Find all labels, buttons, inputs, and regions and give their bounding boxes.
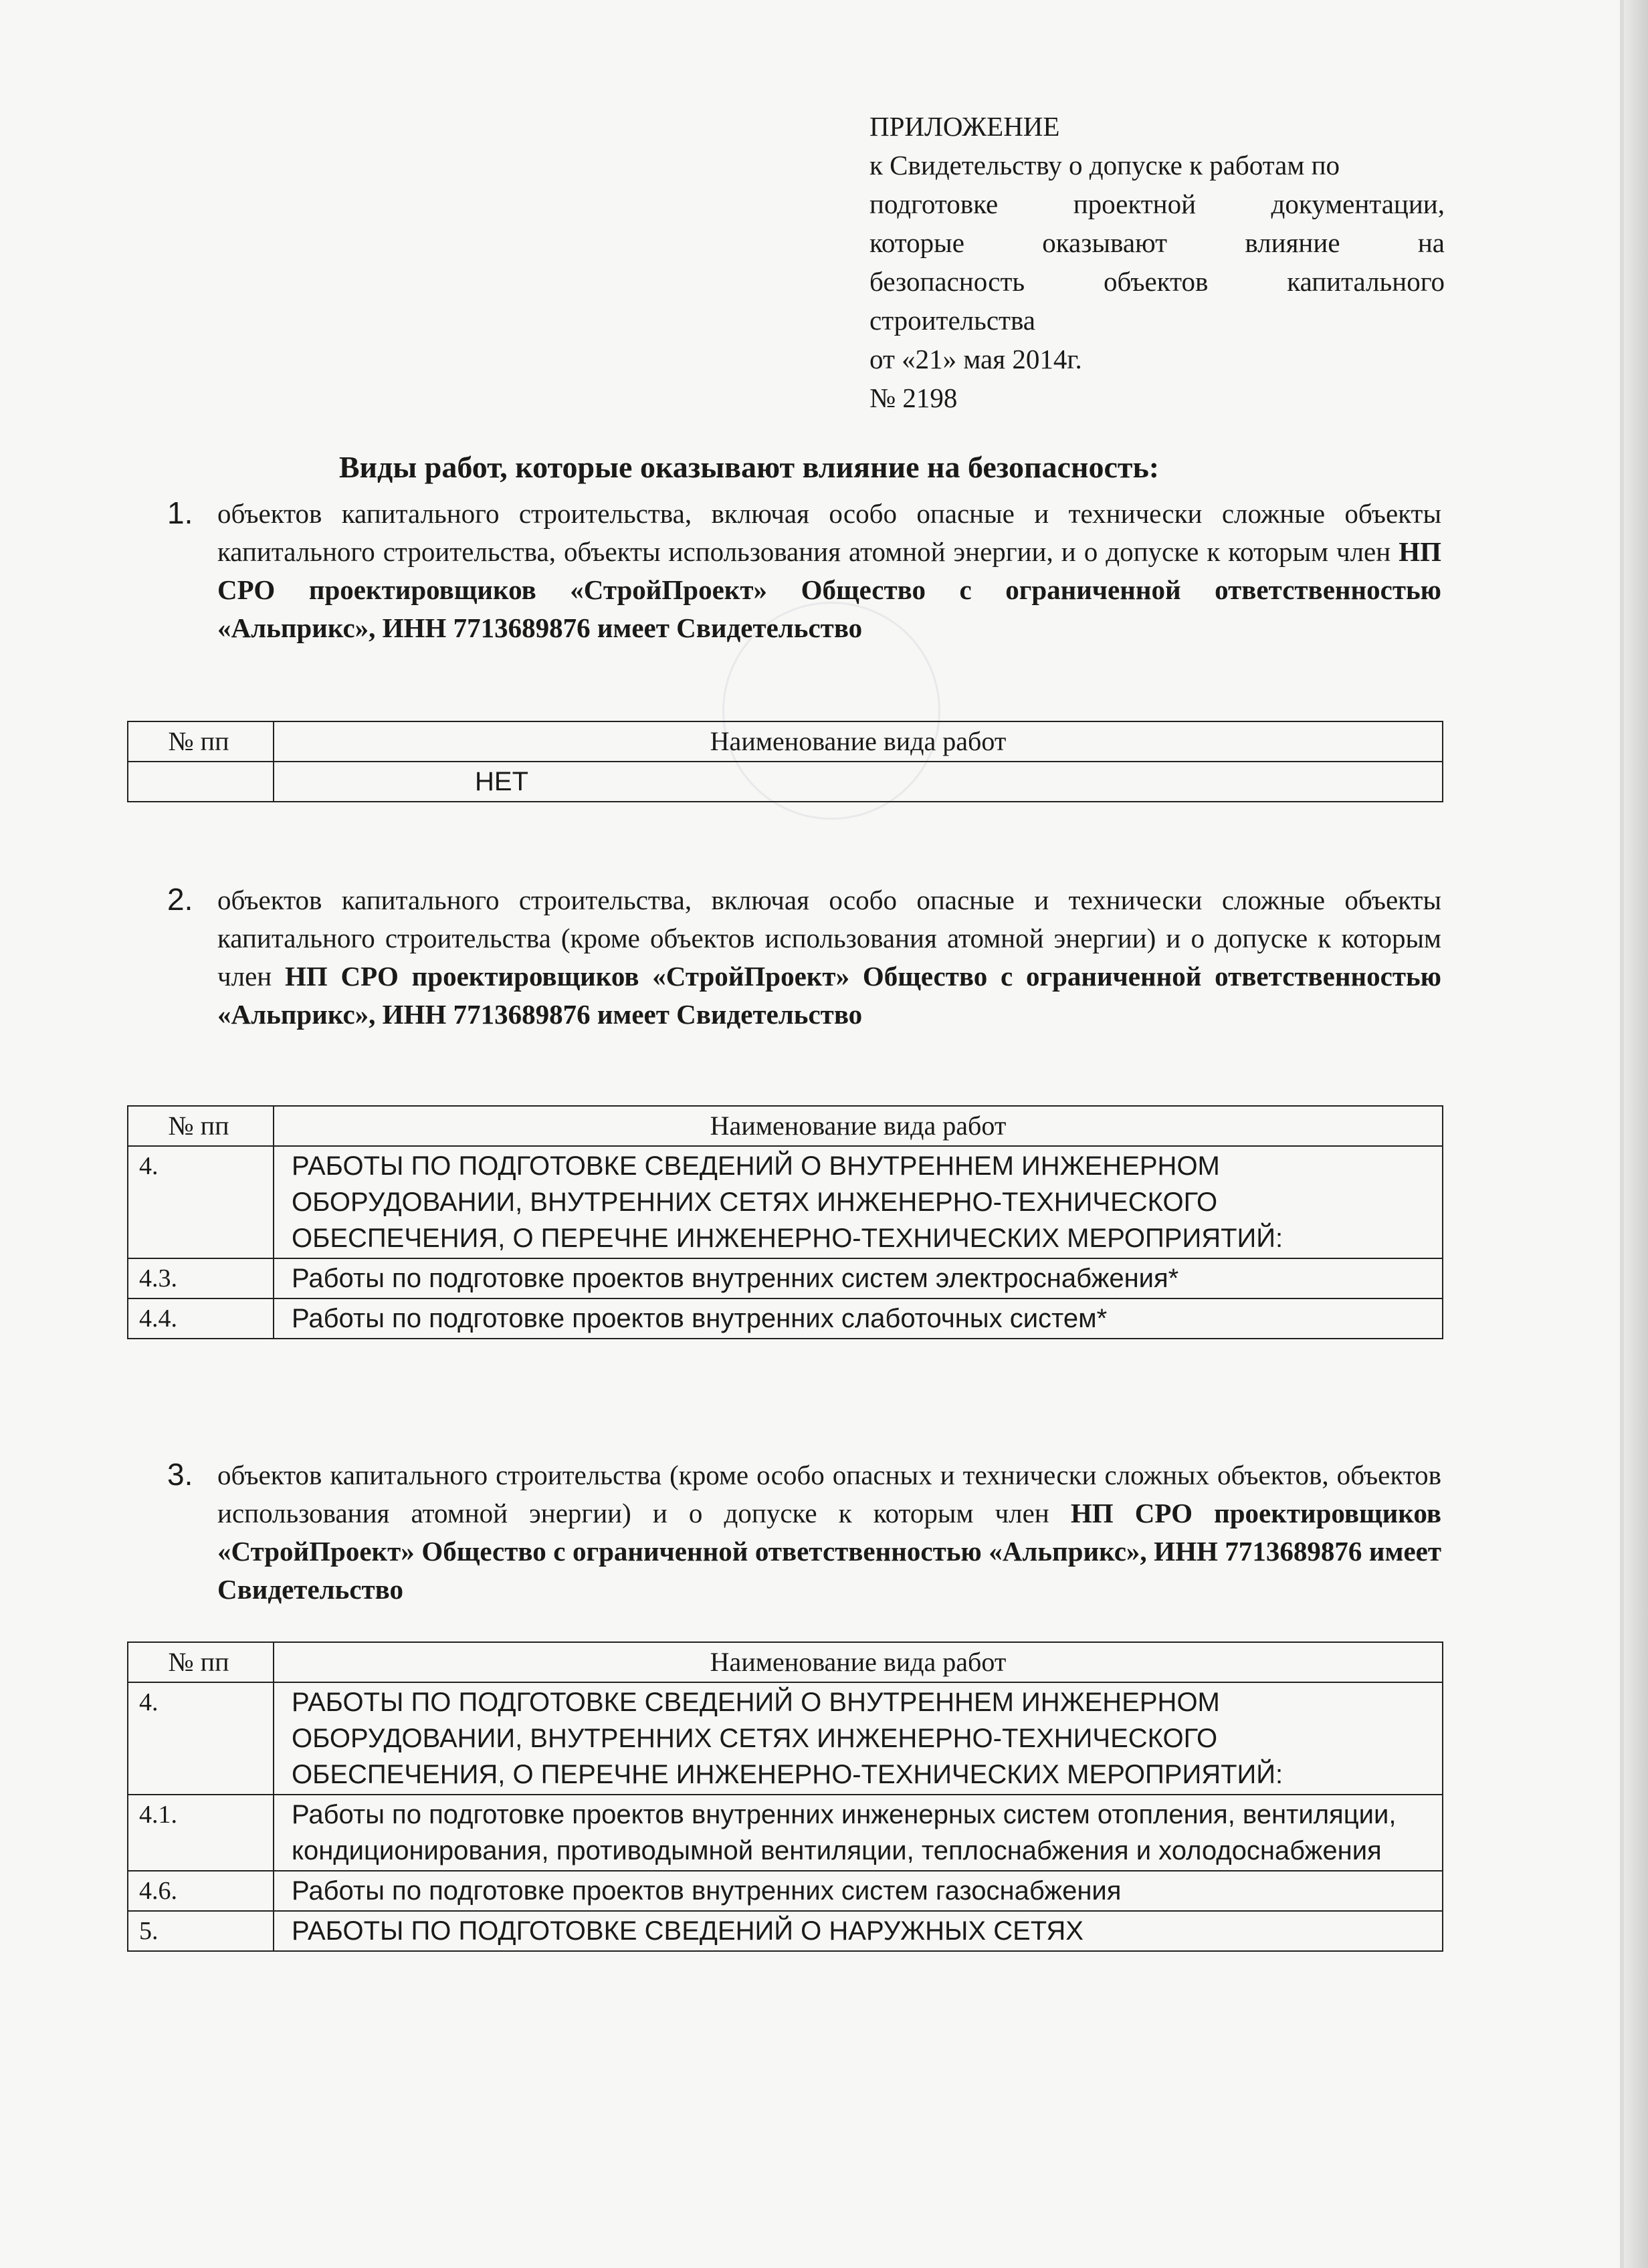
row-name: РАБОТЫ ПО ПОДГОТОВКЕ СВЕДЕНИЙ О ВНУТРЕННЕМ ИНЖЕНЕРНОМ ОБОРУДОВАНИИ, ВНУТРЕННИХ СЕТЯХ ИНЖЕНЕРНО-ТЕХНИЧЕСКОГО ОБЕСПЕЧЕНИЯ, О ПЕРЕЧНЕ ИНЖЕНЕРНО-ТЕХНИЧЕСКИХ МЕРОПРИЯТИЙ: [274, 1146, 1443, 1258]
row-name: Работы по подготовке проектов внутренних систем электроснабжения* [274, 1258, 1443, 1298]
row-name: Работы по подготовке проектов внутренних слаботочных систем* [274, 1298, 1443, 1339]
works-table-3 [127, 1641, 1443, 1952]
row-name: РАБОТЫ ПО ПОДГОТОВКЕ СВЕДЕНИЙ О ВНУТРЕННЕМ ИНЖЕНЕРНОМ ОБОРУДОВАНИИ, ВНУТРЕННИХ СЕТЯХ ИНЖЕНЕРНО-ТЕХНИЧЕСКОГО ОБЕСПЕЧЕНИЯ, О ПЕРЕЧНЕ ИНЖЕНЕРНО-ТЕХНИЧЕСКИХ МЕРОПРИЯТИЙ: [274, 1682, 1443, 1795]
section-number: 2. [167, 882, 193, 917]
table-row [128, 762, 1443, 802]
section-2 [127, 881, 1441, 1034]
section-text [217, 881, 1441, 1034]
document-title: Виды работ, которые оказывают влияние на безопасность: [338, 450, 1160, 484]
section-text-bold: НП СРО проектировщиков «СтройПроект» Общество с ограниченной ответственностью «Альприкс», ИНН 7713689876 имеет Свидетельство [217, 961, 1441, 1030]
header-name: Наименование вида работ [274, 1642, 1443, 1682]
section-text-bold: НП СРО проектировщиков «СтройПроект» Общество с ограниченной ответственностью «Альприкс», ИНН 7713689876 имеет Свидетельство [217, 1498, 1441, 1605]
section-text-plain: объектов капитального строительства (кроме особо опасных и технически сложных объектов, объектов использования атомной энергии) и о допуске к которым член [217, 1460, 1441, 1528]
table-header-row [128, 1106, 1443, 1146]
table-row [128, 1911, 1443, 1951]
row-name: РАБОТЫ ПО ПОДГОТОВКЕ СВЕДЕНИЙ О НАРУЖНЫХ СЕТЯХ [274, 1911, 1443, 1951]
works-table-2 [127, 1105, 1443, 1339]
header-num: № пп [128, 1106, 274, 1146]
header-line: строительства [869, 305, 1035, 336]
section-text-plain: объектов капитального строительства, включая особо опасные и технически сложные объекты капитального строительства (кроме объектов использования атомной энергии) и о допуске к которым член [217, 885, 1441, 992]
header-num: № пп [128, 1642, 274, 1682]
row-num: 4.6. [128, 1871, 274, 1911]
table-row [128, 1682, 1443, 1795]
section-text-bold: НП СРО проектировщиков «СтройПроект» Общество с ограниченной ответственностью «Альприкс», ИНН 7713689876 имеет Свидетельство [217, 536, 1441, 643]
header-line: безопасность объектов капитального [869, 266, 1445, 297]
section-1 [127, 495, 1441, 647]
header-name: Наименование вида работ [274, 721, 1443, 762]
section-number: 1. [167, 495, 193, 530]
header-line: подготовке проектной документации, [869, 189, 1445, 219]
table-row [128, 1871, 1443, 1911]
section-3 [127, 1456, 1441, 1609]
table-header-row [128, 1642, 1443, 1682]
table-header-row [128, 721, 1443, 762]
section-number: 3. [167, 1457, 193, 1492]
header-number: № 2198 [869, 382, 958, 413]
works-table-1 [127, 721, 1443, 802]
header-date: от «21» мая 2014г. [869, 344, 1082, 374]
header-name: Наименование вида работ [274, 1106, 1443, 1146]
row-num: 4. [128, 1682, 274, 1795]
row-name: Работы по подготовке проектов внутренних систем газоснабжения [274, 1871, 1443, 1911]
header-line: к Свидетельству о допуске к работам по [869, 150, 1340, 181]
table-row [128, 1146, 1443, 1258]
section-text-plain: объектов капитального строительства, включая особо опасные и технически сложные объекты капитального строительства, объекты использования атомной энергии, и о допуске к которым член [217, 498, 1441, 567]
row-num: 4.1. [128, 1795, 274, 1871]
header-num: № пп [128, 721, 274, 762]
appendix-header [869, 107, 1445, 417]
row-num [128, 762, 274, 802]
section-text [217, 1456, 1441, 1609]
header-line: которые оказывают влияние на [869, 227, 1445, 258]
header-line: ПРИЛОЖЕНИЕ [869, 111, 1060, 142]
row-num: 4.3. [128, 1258, 274, 1298]
scan-edge [1624, 0, 1648, 2268]
table-row [128, 1258, 1443, 1298]
row-name: НЕТ [274, 762, 1443, 802]
row-num: 4. [128, 1146, 274, 1258]
table-row [128, 1795, 1443, 1871]
table-row [128, 1298, 1443, 1339]
section-text [217, 495, 1441, 647]
row-num: 5. [128, 1911, 274, 1951]
row-num: 4.4. [128, 1298, 274, 1339]
row-name: Работы по подготовке проектов внутренних инженерных систем отопления, вентиляции, кондиционирования, противодымной вентиляции, теплоснабжения и холодоснабжения [274, 1795, 1443, 1871]
